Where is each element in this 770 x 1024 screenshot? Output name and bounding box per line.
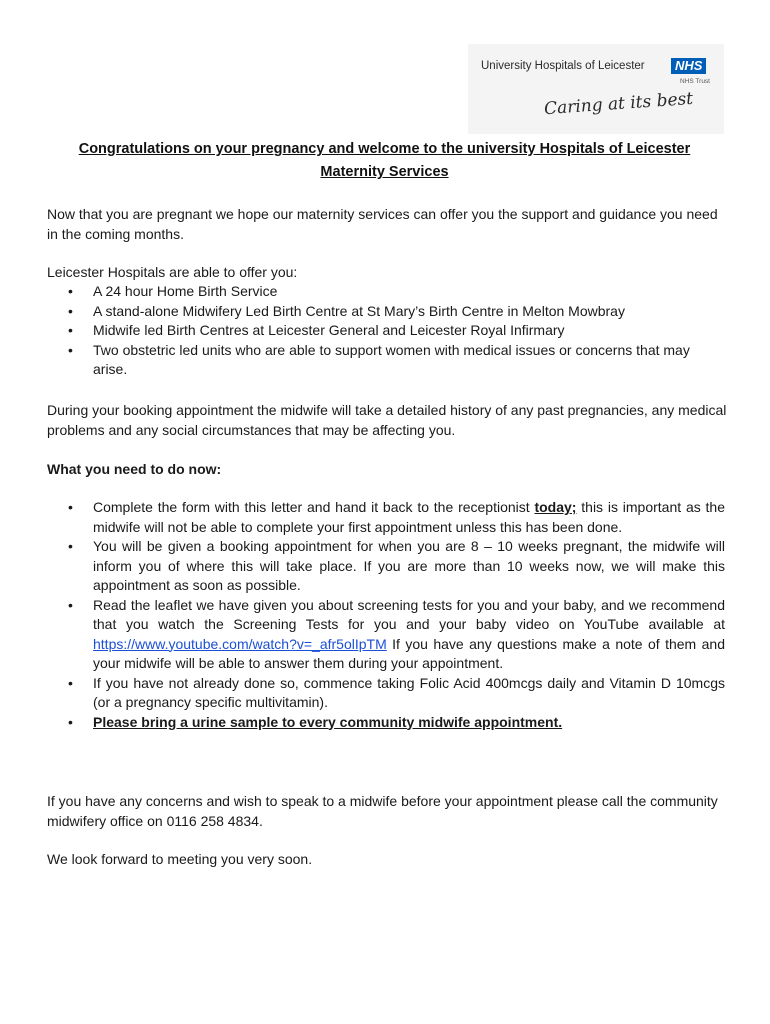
list-item: • A 24 hour Home Birth Service bbox=[47, 282, 725, 302]
todo-list bbox=[47, 498, 725, 732]
list-item: • Read the leaflet we have given you about screening tests for you and your baby, and we recommend that you watch the Screening Tests for you and your baby video on YouTube available at https://www.youtube.com/watch?v=_afr5olIpTM If you have any questions make a note of them and your midwife will be able to answer them during your appointment. bbox=[47, 596, 725, 674]
today-emphasis: today; bbox=[534, 499, 577, 515]
concerns-paragraph: If you have any concerns and wish to speak to a midwife before your appointment please call the community midwifery office on 0116 258 4834. bbox=[47, 793, 718, 829]
nhs-badge: NHS bbox=[671, 58, 706, 74]
offer-list bbox=[47, 282, 725, 380]
logo-trust-label: NHS Trust bbox=[680, 78, 710, 85]
urine-sample-notice: Please bring a urine sample to every community midwife appointment. bbox=[93, 713, 563, 730]
list-item: • A stand-alone Midwifery Led Birth Centre at St Mary’s Birth Centre in Melton Mowbray bbox=[47, 302, 725, 322]
page-title: Congratulations on your pregnancy and welcome to the university Hospitals of Leicester Maternity Services bbox=[78, 141, 691, 180]
booking-paragraph: During your booking appointment the midwife will take a detailed history of any past pregnancies, any medical problems and any social circumstances that may be affecting you. bbox=[47, 402, 727, 438]
list-item: • Midwife led Birth Centres at Leicester General and Leicester Royal Infirmary bbox=[47, 321, 725, 341]
list-item: • Complete the form with this letter and hand it back to the receptionist today; this is important as the midwife will not be able to complete your first appointment unless this has been done. bbox=[47, 498, 725, 537]
logo-org-name: University Hospitals of Leicester bbox=[481, 60, 645, 72]
intro-paragraph: Now that you are pregnant we hope our maternity services can offer you the support and guidance you need in the coming months. bbox=[47, 206, 718, 242]
youtube-link[interactable]: https://www.youtube.com/watch?v=_afr5olIpTM bbox=[93, 635, 387, 652]
list-item: • You will be given a booking appointment for when you are 8 – 10 weeks pregnant, the midwife will inform you of where this will take place. If you are more than 10 weeks now, we will make this appointment as soon as possible. bbox=[47, 537, 725, 596]
closing-paragraph: We look forward to meeting you very soon. bbox=[47, 851, 313, 867]
list-item: • If you have not already done so, commence taking Folic Acid 400mcgs daily and Vitamin D 10mcgs (or a pregnancy specific multivitamin). bbox=[47, 674, 725, 713]
todo-heading: What you need to do now: bbox=[47, 461, 222, 477]
list-item bbox=[47, 713, 725, 733]
logo-tagline: Caring at its best bbox=[543, 88, 694, 120]
nhs-logo bbox=[468, 44, 724, 134]
list-item: • Two obstetric led units who are able to support women with medical issues or concerns that may arise. bbox=[47, 341, 725, 380]
offer-heading: Leicester Hospitals are able to offer you: bbox=[47, 264, 298, 280]
